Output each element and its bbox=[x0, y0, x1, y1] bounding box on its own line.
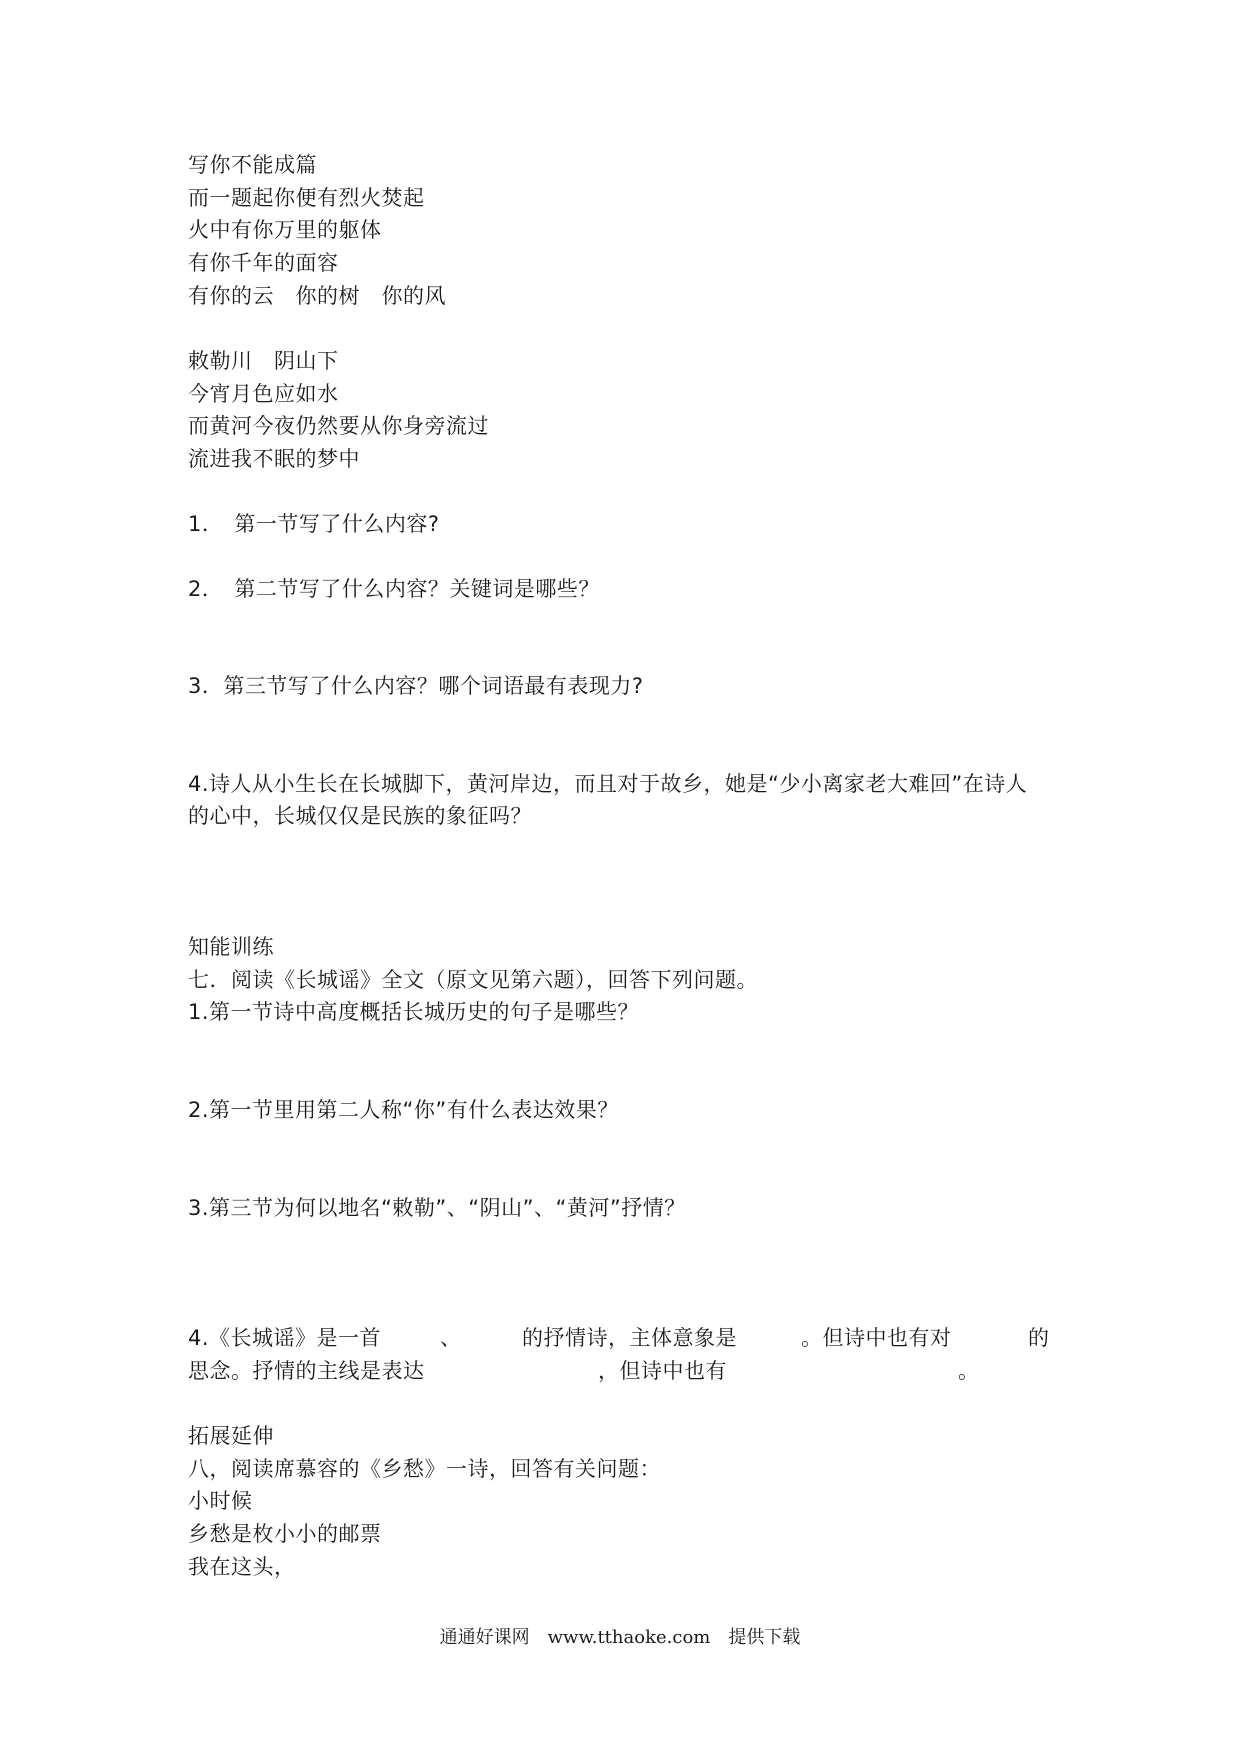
fill-blank-text: 。 bbox=[958, 1359, 980, 1383]
training-question-3: 3.第三节为何以地名“敕勒”、“阴山”、“黄河”抒情？ bbox=[188, 1196, 686, 1220]
poem-line: 有你千年的面容 bbox=[188, 251, 339, 275]
fill-blank-text: 思念。抒情的主线是表达 bbox=[188, 1359, 425, 1383]
question-1: 1． 第一节写了什么内容? bbox=[188, 512, 440, 536]
poem-line: 流进我不眠的梦中 bbox=[188, 447, 360, 471]
fill-blank-text: 的抒情诗，主体意象是 bbox=[522, 1326, 737, 1350]
section-heading-training: 知能训练 bbox=[188, 935, 274, 959]
page-footer: 通通好课网 www.tthaoke.com 提供下载 bbox=[439, 1627, 801, 1648]
poem-line: 小时候 bbox=[188, 1489, 253, 1513]
section-heading-extension: 拓展延伸 bbox=[188, 1424, 274, 1448]
question-2: 2． 第二节写了什么内容？关键词是哪些？ bbox=[188, 577, 600, 601]
fill-blank-text: 、 bbox=[440, 1326, 462, 1350]
section-title-eight: 八，阅读席慕容的《乡愁》一诗，回答有关问题： bbox=[188, 1457, 661, 1481]
poem-line: 而一题起你便有烈火焚起 bbox=[188, 186, 425, 210]
poem-line: 乡愁是枚小小的邮票 bbox=[188, 1522, 382, 1546]
question-4-line-1: 4.诗人从小生长在长城脚下，黄河岸边，而且对于故乡，她是“少小离家老大难回”在诗人 bbox=[188, 772, 1028, 796]
question-4-line-2: 的心中，长城仅仅是民族的象征吗？ bbox=[188, 804, 532, 828]
fill-blank-text: ，但诗中也有 bbox=[598, 1359, 727, 1383]
training-question-2: 2.第一节里用第二人称“你”有什么表达效果？ bbox=[188, 1098, 619, 1122]
poem-line: 写你不能成篇 bbox=[188, 153, 317, 177]
question-3: 3．第三节写了什么内容？哪个词语最有表现力? bbox=[188, 674, 644, 698]
training-question-1: 1.第一节诗中高度概括长城历史的句子是哪些？ bbox=[188, 1000, 640, 1024]
poem-line: 有你的云 你的树 你的风 bbox=[188, 284, 446, 308]
fill-blank-text: 的 bbox=[1028, 1326, 1050, 1350]
poem-line: 敕勒川 阴山下 bbox=[188, 349, 339, 373]
section-title-seven: 七．阅读《长城谣》全文（原文见第六题），回答下列问题。 bbox=[188, 968, 758, 992]
poem-line: 今宵月色应如水 bbox=[188, 382, 339, 406]
poem-line: 我在这头， bbox=[188, 1555, 296, 1579]
poem-line: 火中有你万里的躯体 bbox=[188, 218, 382, 242]
fill-blank-text: 4.《长城谣》是一首 bbox=[188, 1326, 382, 1350]
fill-blank-text: 。但诗中也有对 bbox=[801, 1326, 952, 1350]
poem-line: 而黄河今夜仍然要从你身旁流过 bbox=[188, 414, 489, 438]
